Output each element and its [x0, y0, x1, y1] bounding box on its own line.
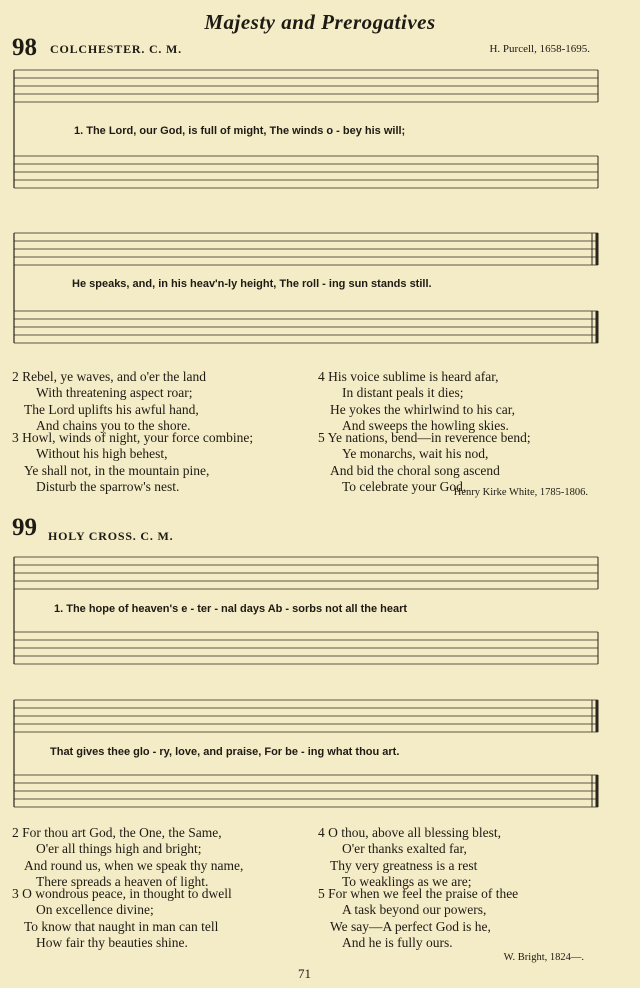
- stanza-line: And sweeps the howling skies.: [342, 417, 509, 433]
- stanza-line: The Lord uplifts his awful hand,: [24, 401, 199, 417]
- stanza-line: 2 Rebel, ye waves, and o'er the land: [12, 369, 206, 384]
- stanza-line: He yokes the whirlwind to his car,: [330, 401, 516, 417]
- hymn-98-author: Henry Kirke White, 1785-1806.: [453, 487, 588, 498]
- stanza-line: We say—A perfect God is he,: [330, 918, 491, 934]
- hymn-99-stanza-5: [318, 886, 518, 951]
- hymn-98-stanza-3: [12, 430, 253, 495]
- hymn-99-tune: HOLY CROSS. C. M.: [48, 529, 174, 543]
- hymn-99-stanza-3: [12, 886, 232, 951]
- stanza-line: On excellence divine;: [36, 902, 154, 918]
- stanza-line: To weaklings as we are;: [342, 873, 472, 889]
- stanza-line: A task beyond our powers,: [342, 902, 487, 918]
- hymn-98-stanza-2: [12, 369, 206, 434]
- stanza-line: Thy very greatness is a rest: [330, 857, 478, 873]
- stanza-line: 3 Howl, winds of night, your force combine;: [12, 430, 254, 445]
- hymn-99-lyric-line-2: That gives thee glo - ry, love, and praise, For be - ing what thou art.: [50, 746, 400, 758]
- stanza-line: To know that naught in man can tell: [24, 918, 219, 934]
- stanza-line: O'er all things high and bright;: [36, 841, 202, 857]
- hymn-98-system-2-staves: [0, 225, 640, 365]
- stanza-line: How fair thy beauties shine.: [36, 934, 188, 950]
- stanza-line: There spreads a heaven of light.: [36, 873, 209, 889]
- stanza-line: And bid the choral song ascend: [330, 462, 500, 478]
- stanza-line: Ye shall not, in the mountain pine,: [24, 462, 210, 478]
- stanza-line: 5 Ye nations, bend—in reverence bend;: [318, 430, 531, 445]
- stanza-line: And chains you to the shore.: [36, 417, 191, 433]
- stanza-line: 4 His voice sublime is heard afar,: [318, 369, 499, 384]
- stanza-line: And he is fully ours.: [342, 934, 453, 950]
- stanza-line: 2 For thou art God, the One, the Same,: [12, 825, 222, 840]
- hymn-98-number: 98: [12, 34, 37, 61]
- hymn-98-lyric-line-2: He speaks, and, in his heav'n-ly height, The roll - ing sun stands still.: [72, 278, 432, 290]
- stanza-line: In distant peals it dies;: [342, 385, 464, 401]
- hymn-98-tune: COLCHESTER. C. M.: [50, 42, 182, 56]
- hymn-98-stanza-5: [318, 430, 531, 495]
- stanza-line: Ye monarchs, wait his nod,: [342, 446, 489, 462]
- hymn-99-number: 99: [12, 514, 37, 541]
- stanza-line: 4 O thou, above all blessing blest,: [318, 825, 501, 840]
- stanza-line: And round us, when we speak thy name,: [24, 857, 244, 873]
- hymn-98-lyric-line-1: 1. The Lord, our God, is full of might, The winds o - bey his will;: [74, 125, 406, 137]
- page-number: 71: [298, 966, 311, 981]
- stanza-line: Without his high behest,: [36, 446, 168, 462]
- hymn-98-composer: H. Purcell, 1658-1695.: [489, 43, 590, 55]
- hymn-99-lyric-line-1: 1. The hope of heaven's e - ter - nal days Ab - sorbs not all the heart: [54, 603, 408, 615]
- stanza-line: O'er thanks exalted far,: [342, 841, 467, 857]
- stanza-line: With threatening aspect roar;: [36, 385, 193, 401]
- hymn-99-author: W. Bright, 1824—.: [503, 952, 584, 963]
- hymn-99-stanza-2: [12, 825, 243, 890]
- stanza-line: To celebrate your God,: [342, 478, 467, 494]
- hymn-98-stanza-4: [318, 369, 515, 434]
- stanza-line: Disturb the sparrow's nest.: [36, 478, 180, 494]
- page-title: Majesty and Prerogatives: [204, 10, 436, 34]
- stanza-line: 5 For when we feel the praise of thee: [318, 886, 519, 901]
- stanza-line: 3 O wondrous peace, in thought to dwell: [12, 886, 232, 901]
- hymn-99-stanza-4: [318, 825, 501, 890]
